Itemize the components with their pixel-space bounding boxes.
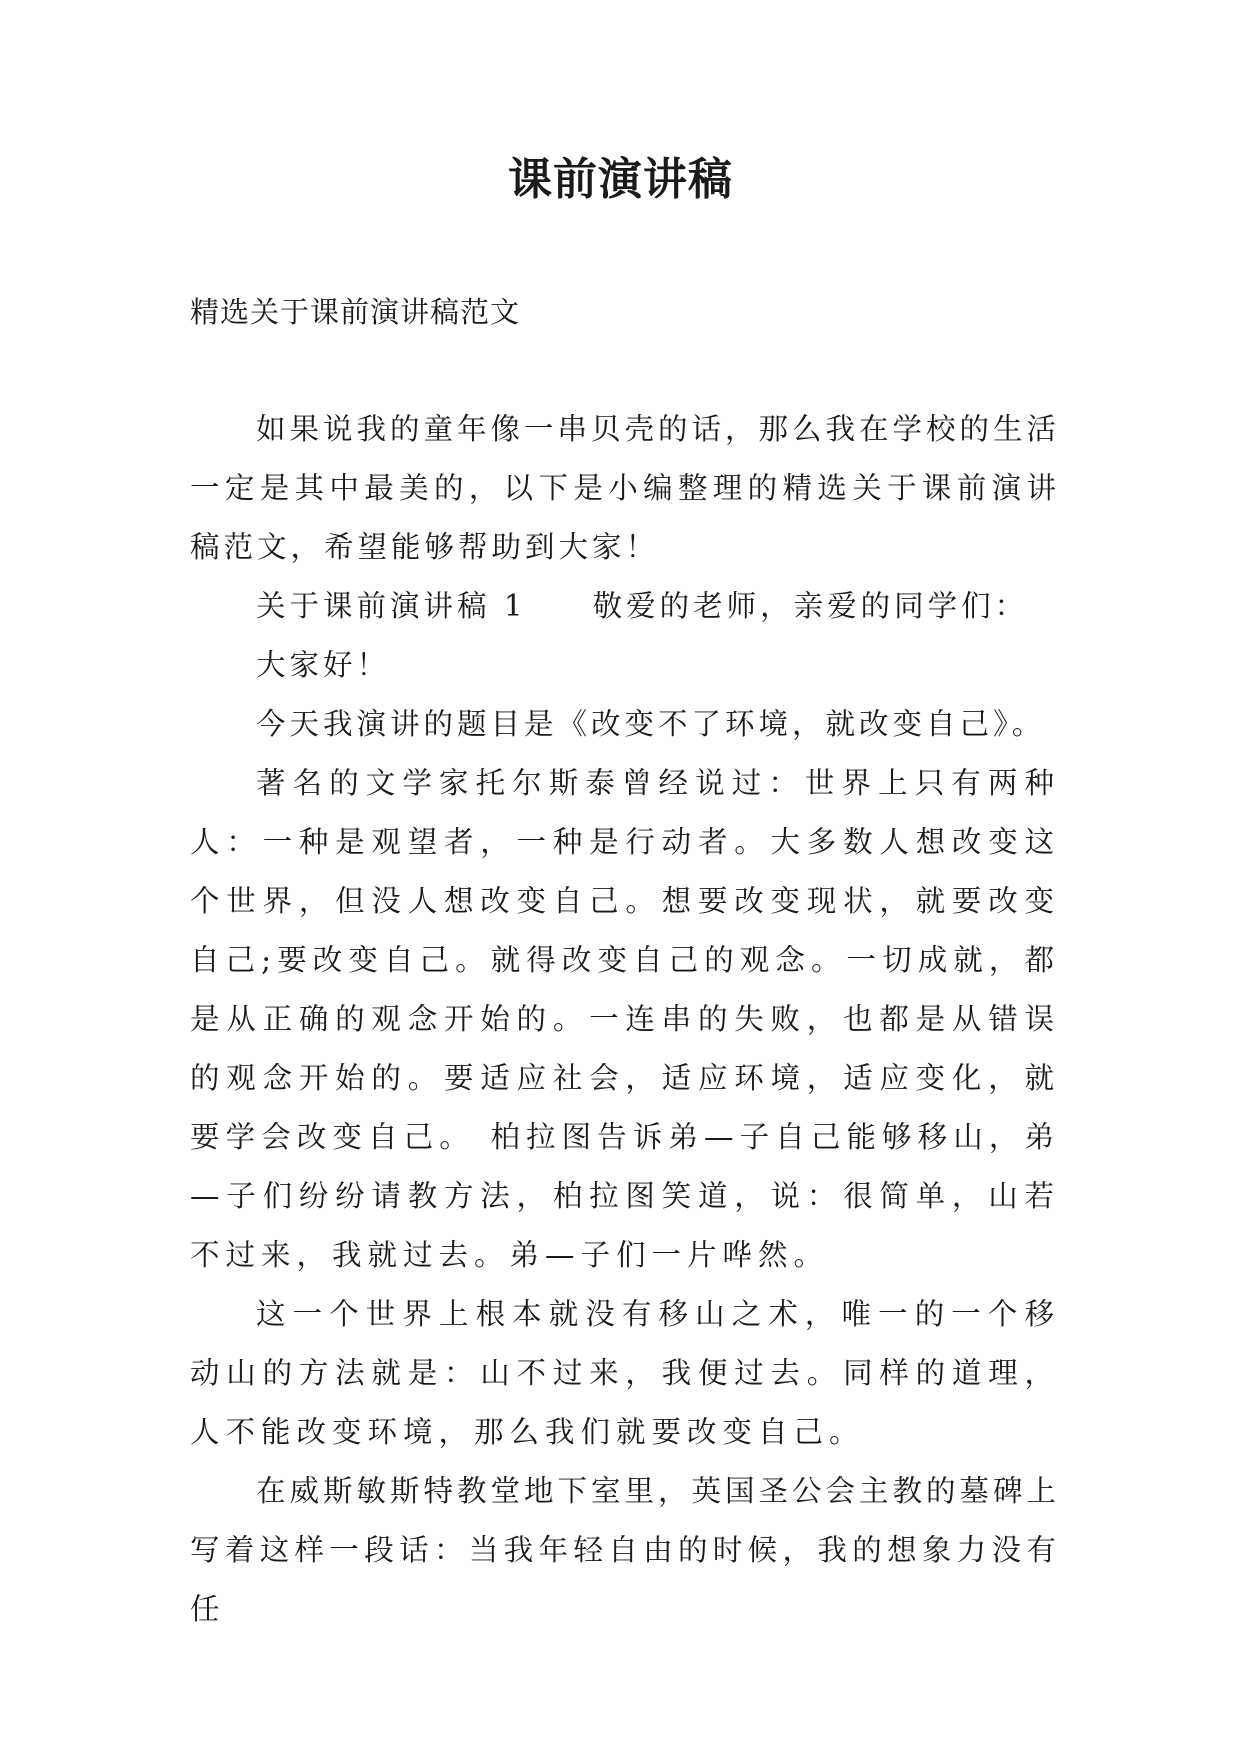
paragraph-westminster: 在威斯敏斯特教堂地下室里，英国圣公会主教的墓碑上写着这样一段话：当我年轻自由的时候，我的想象力没有任 [190,1474,1061,1626]
paragraph-hello: 大家好！ [256,648,391,682]
document-subtitle: 精选关于课前演讲稿范文 [190,295,521,329]
document-body [190,400,1060,1639]
paragraph-move-mountain: 这一个世界上根本就没有移山之术，唯一的一个移动山的方法就是：山不过来，我便过去。同样的道理，人不能改变环境，那么我们就要改变自己。 [190,1297,1060,1449]
paragraph-tolstoy: 著名的文学家托尔斯泰曾经说过：世界上只有两种人：一种是观望者，一种是行动者。大多数人想改变这个世界，但没人想改变自己。想要改变现状，就要改变自己;要改变自己。就得改变自己的观念。一切成就，都是从正确的观念开始的。一连串的失败，也都是从错误的观念开始的。要适应社会，适应环境，适应变化，就要学会改变自己。 柏拉图告诉弟—子自己能够移山，弟—子们纷纷请教方法，柏拉图笑道，说：很简单，山若不过来，我就过去。弟—子们一片哗然。 [190,766,1060,1272]
paragraph-topic: 今天我演讲的题目是《改变不了环境，就改变自己》。 [256,707,1046,741]
speech-greeting: 敬爱的老师，亲爱的同学们： [592,589,1029,623]
paragraph-speech-heading [190,577,1060,636]
paragraph-intro: 如果说我的童年像一串贝壳的话，那么我在学校的生活一定是其中最美的，以下是小编整理的精选关于课前演讲稿范文，希望能够帮助到大家！ [190,412,1061,564]
speech-heading-label: 关于课前演讲稿 1 [256,589,527,623]
document-title: 课前演讲稿 [508,154,733,205]
